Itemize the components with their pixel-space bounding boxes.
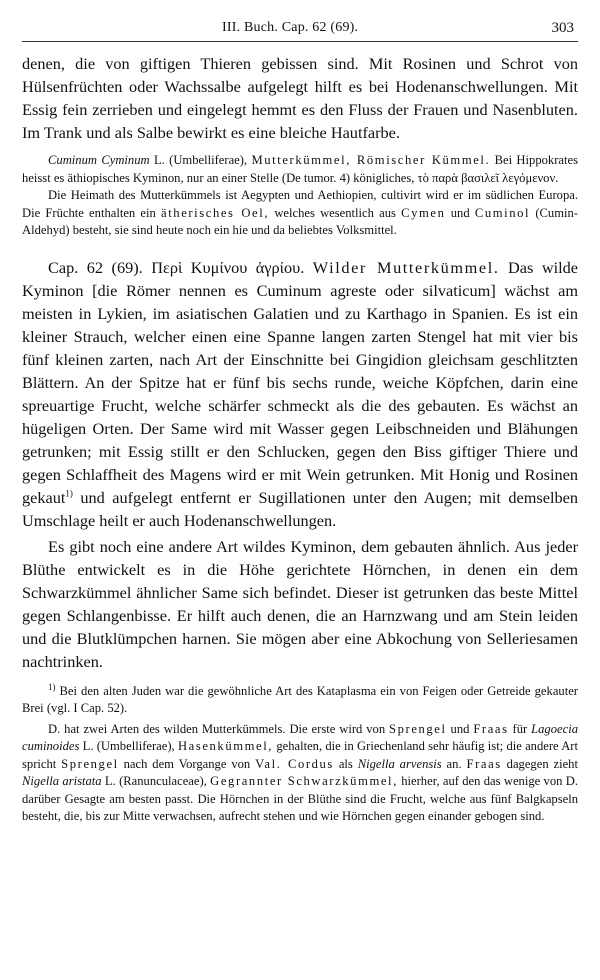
note1-paragraph-2: Die Heimath des Mutterkümmels ist Aegypten und Aethiopien, cultivirt wird er im südlichen Europa. Die Früchte enthalten ein ätherisches Oel, welches wesentlich aus Cymen und Cuminol (Cumin-Aldehyd) besteht, sie sind heute noch ein hie und da beliebtes Volksmittel. xyxy=(22,188,579,237)
note1-paragraph-1: Cuminum Cyminum L. (Umbelliferae), Mutterkümmel, Römischer Kümmel. Bei Hippokrates heisst es äthiopisches Kyminon, nur an einer Stelle (De tumor. 4) königliches, τὸ παρὰ βασιλεῖ λεγόμενον. xyxy=(22,153,578,185)
header-rule xyxy=(22,41,578,42)
chapter-german-title: Wilder Mutterkümmel. xyxy=(312,257,500,277)
footnote-marker: 1) xyxy=(65,488,73,499)
page-number: 303 xyxy=(551,20,574,36)
page-header xyxy=(22,18,578,42)
chapter-number: Cap. 62 (69). xyxy=(48,257,143,277)
botanical-name: Cuminum Cyminum xyxy=(48,153,150,167)
commentary-note-1 xyxy=(22,152,578,240)
spaced-term: Mutterkümmel, Römischer Kümmel. xyxy=(251,153,491,167)
chapter-paragraph-2: Es gibt noch eine andere Art wildes Kyminon, dem gebauten ähnlich. Aus jeder Blüthe entwickelt es in die Höhe gerichtete Hörnchen, in denen ein dem Schwarzkümmel ähnlicher Same sich befindet. Dieser ist getrunken das beste Mittel gegen Schlangenbisse. Er hilft auch denen, die an Harnzwang und am Stein leiden und die Blutklümpchen harnen. Sie mögen aber eine Abkochung von Selleriesamen nachtrinken. xyxy=(22,536,578,671)
intro-paragraph: denen, die von giftigen Thieren gebissen sind. Mit Rosinen und Schrot von Hülsenfrüchten oder Wachssalbe aufgelegt hilft es bei Hodenanschwellungen. Mit Essig fein zerrieben und eingelegt hemmt es den Fluss der Frauen und Nasenbluten. Im Trank und als Salbe bewirkt es eine bleiche Hautfarbe. xyxy=(22,54,578,142)
chapter-greek-title: Περὶ Κυμίνου ἀγρίου. xyxy=(151,257,305,277)
chapter-62 xyxy=(22,256,578,673)
footnotes-block xyxy=(22,683,578,826)
commentary-note-2: D. hat zwei Arten des wilden Mutterkümmels. Die erste wird von Sprengel und Fraas für Lagoecia cuminoides L. (Umbelliferae), Hasenkümmel, gehalten, die in Griechenland sehr häufig ist; die andere Art spricht Sprengel nach dem Vorgange von Val. Cordus als Nigella arvensis an. Fraas dagegen zieht Nigella aristata L. (Ranunculaceae), Gegrannter Schwarzkümmel, hierher, auf den das wenige von D. darüber Gesagte am besten passt. Die Hörnchen in der Blüthe sind die Frucht, welche aus fünf Balgkapseln besteht, die, bis zur Mitte verwachsen, aufrecht stehen und wie Hörnchen gegen einander gebogen sind. xyxy=(22,721,578,823)
greek-phrase: τὸ παρὰ βασιλεῖ λεγόμενον. xyxy=(417,170,559,185)
running-title: III. Buch. Cap. 62 (69). xyxy=(222,20,359,35)
chapter-paragraph-1: Cap. 62 (69). Περὶ Κυμίνου ἀγρίου. Wilder Mutterkümmel. Das wilde Kyminon [die Römer nennen es Cuminum agreste oder silvaticum] wächst am meisten in Lykien, im asiatischen Galatien und zu Karthago in Spanien. Es ist ein kleiner Strauch, welcher einen eine Spanne langen zarten Stengel hat mit vier bis fünf kleinen zarten, nach Art der Einschnitte bei Gingidion gleichsam geschlitzten Blättern. An der Spitze hat er fünf bis sechs runde, weiche Köpfchen, darin eine spreuartige Frucht, welche schärfer schmeckt als die des gebauten. Es wächst an hügeligen Orten. Der Same wird mit Wasser gegen Leibschneiden und Blähungen getrunken; mit Essig stillt er den Schlucken, gegen den Biss giftiger Thiere und gegen Schlaffheit des Magens wird er mit Wein getrunken. Mit Honig und Rosinen gekaut$^{1)}$ und aufgelegt entfernt er Sugillationen unter den Augen; mit demselben Umschlage heilt er auch Hodenanschwellungen. xyxy=(22,257,578,530)
footnote-1: $^{1)}$ Bei den alten Juden war die gewöhnliche Art des Kataplasma ein von Feigen oder Getreide gekauter Brei (vgl. I Cap. 52). xyxy=(22,681,578,715)
